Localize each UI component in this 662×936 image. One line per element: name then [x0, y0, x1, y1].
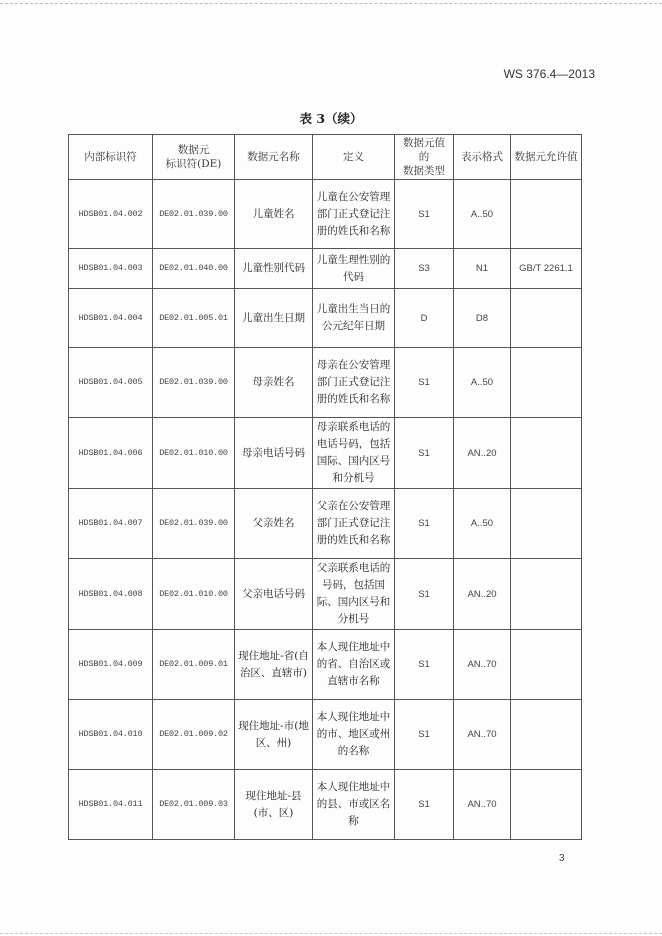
- cell-name: 母亲电话号码: [235, 418, 313, 489]
- table-row: [69, 700, 582, 770]
- col-header-internal-id: 内部标识符: [69, 135, 153, 180]
- table-row: [69, 249, 582, 289]
- page-number: 3: [559, 853, 565, 864]
- cell-definition: 父亲联系电话的号码，包括国际、国内区号和分机号: [313, 559, 395, 630]
- cell-data-type: S1: [395, 418, 454, 489]
- cell-definition: 儿童在公安管理部门正式登记注册的姓氏和名称: [313, 180, 395, 249]
- cell-data-type: S1: [395, 700, 454, 770]
- cell-name: 母亲姓名: [235, 348, 313, 418]
- cell-format: A..50: [454, 348, 511, 418]
- cell-definition: 儿童生理性别的代码: [313, 249, 395, 289]
- cell-allowed-values: [511, 700, 582, 770]
- cell-format: AN..70: [454, 770, 511, 840]
- cell-de-id: DE02.01.010.00: [153, 559, 235, 630]
- cell-data-type: S3: [395, 249, 454, 289]
- cell-format: A..50: [454, 180, 511, 249]
- cell-internal-id: HDSB01.04.007: [69, 489, 153, 559]
- cell-allowed-values: [511, 348, 582, 418]
- cell-de-id: DE02.01.009.02: [153, 700, 235, 770]
- table-row: [69, 770, 582, 840]
- cell-de-id: DE02.01.039.00: [153, 348, 235, 418]
- cell-name: 父亲姓名: [235, 489, 313, 559]
- cell-format: N1: [454, 249, 511, 289]
- cell-de-id: DE02.01.005.01: [153, 289, 235, 348]
- cell-definition: 本人现住地址中的市、地区或州的名称: [313, 700, 395, 770]
- cell-allowed-values: [511, 180, 582, 249]
- cell-data-type: S1: [395, 559, 454, 630]
- table-row: [69, 180, 582, 249]
- table-header-row: [69, 135, 582, 180]
- cell-name: 父亲电话号码: [235, 559, 313, 630]
- cell-allowed-values: [511, 770, 582, 840]
- cell-definition: 本人现住地址中的省、自治区或直辖市名称: [313, 630, 395, 700]
- cell-allowed-values: [511, 559, 582, 630]
- cell-allowed-values: GB/T 2261.1: [511, 249, 582, 289]
- cell-internal-id: HDSB01.04.010: [69, 700, 153, 770]
- cell-allowed-values: [511, 289, 582, 348]
- cell-de-id: DE02.01.010.00: [153, 418, 235, 489]
- standard-code: WS 376.4—2013: [503, 67, 595, 81]
- cell-allowed-values: [511, 630, 582, 700]
- cell-name: 现住地址-市(地区、州): [235, 700, 313, 770]
- col-header-data-type: 数据元值的 数据类型: [395, 135, 454, 180]
- cell-data-type: S1: [395, 348, 454, 418]
- cell-name: 现住地址-县(市、区): [235, 770, 313, 840]
- table-row: [69, 348, 582, 418]
- cell-format: AN..20: [454, 559, 511, 630]
- cell-name: 儿童出生日期: [235, 289, 313, 348]
- table-row: [69, 559, 582, 630]
- data-element-table: [68, 134, 582, 840]
- scan-edge-bottom: [0, 932, 662, 934]
- cell-internal-id: HDSB01.04.004: [69, 289, 153, 348]
- table-row: [69, 418, 582, 489]
- cell-internal-id: HDSB01.04.009: [69, 630, 153, 700]
- cell-internal-id: HDSB01.04.008: [69, 559, 153, 630]
- cell-definition: 儿童出生当日的公元纪年日期: [313, 289, 395, 348]
- col-header-definition: 定义: [313, 135, 395, 180]
- cell-format: AN..20: [454, 418, 511, 489]
- table-caption: 表 3（续）: [299, 111, 363, 126]
- cell-definition: 父亲在公安管理部门正式登记注册的姓氏和名称: [313, 489, 395, 559]
- cell-de-id: DE02.01.040.00: [153, 249, 235, 289]
- cell-definition: 母亲联系电话的电话号码，包括国际、国内区号和分机号: [313, 418, 395, 489]
- cell-allowed-values: [511, 489, 582, 559]
- cell-data-type: D: [395, 289, 454, 348]
- cell-de-id: DE02.01.039.00: [153, 180, 235, 249]
- cell-de-id: DE02.01.009.03: [153, 770, 235, 840]
- cell-data-type: S1: [395, 770, 454, 840]
- cell-definition: 本人现住地址中的县、市或区名称: [313, 770, 395, 840]
- cell-data-type: S1: [395, 180, 454, 249]
- cell-de-id: DE02.01.009.01: [153, 630, 235, 700]
- cell-name: 儿童姓名: [235, 180, 313, 249]
- cell-data-type: S1: [395, 630, 454, 700]
- cell-format: A..50: [454, 489, 511, 559]
- cell-internal-id: HDSB01.04.002: [69, 180, 153, 249]
- table-row: [69, 489, 582, 559]
- cell-internal-id: HDSB01.04.006: [69, 418, 153, 489]
- cell-format: AN..70: [454, 630, 511, 700]
- table-row: [69, 289, 582, 348]
- cell-internal-id: HDSB01.04.005: [69, 348, 153, 418]
- cell-de-id: DE02.01.039.00: [153, 489, 235, 559]
- cell-name: 现住地址-省(自治区、直辖市): [235, 630, 313, 700]
- cell-internal-id: HDSB01.04.011: [69, 770, 153, 840]
- cell-format: AN..70: [454, 700, 511, 770]
- col-header-name: 数据元名称: [235, 135, 313, 180]
- col-header-format: 表示格式: [454, 135, 511, 180]
- cell-definition: 母亲在公安管理部门正式登记注册的姓氏和名称: [313, 348, 395, 418]
- scan-edge-top: [0, 0, 662, 4]
- cell-name: 儿童性别代码: [235, 249, 313, 289]
- cell-data-type: S1: [395, 489, 454, 559]
- cell-format: D8: [454, 289, 511, 348]
- cell-allowed-values: [511, 418, 582, 489]
- col-header-de-id: 数据元 标识符(DE): [153, 135, 235, 180]
- col-header-allowed-values: 数据元允许值: [511, 135, 582, 180]
- table-row: [69, 630, 582, 700]
- cell-internal-id: HDSB01.04.003: [69, 249, 153, 289]
